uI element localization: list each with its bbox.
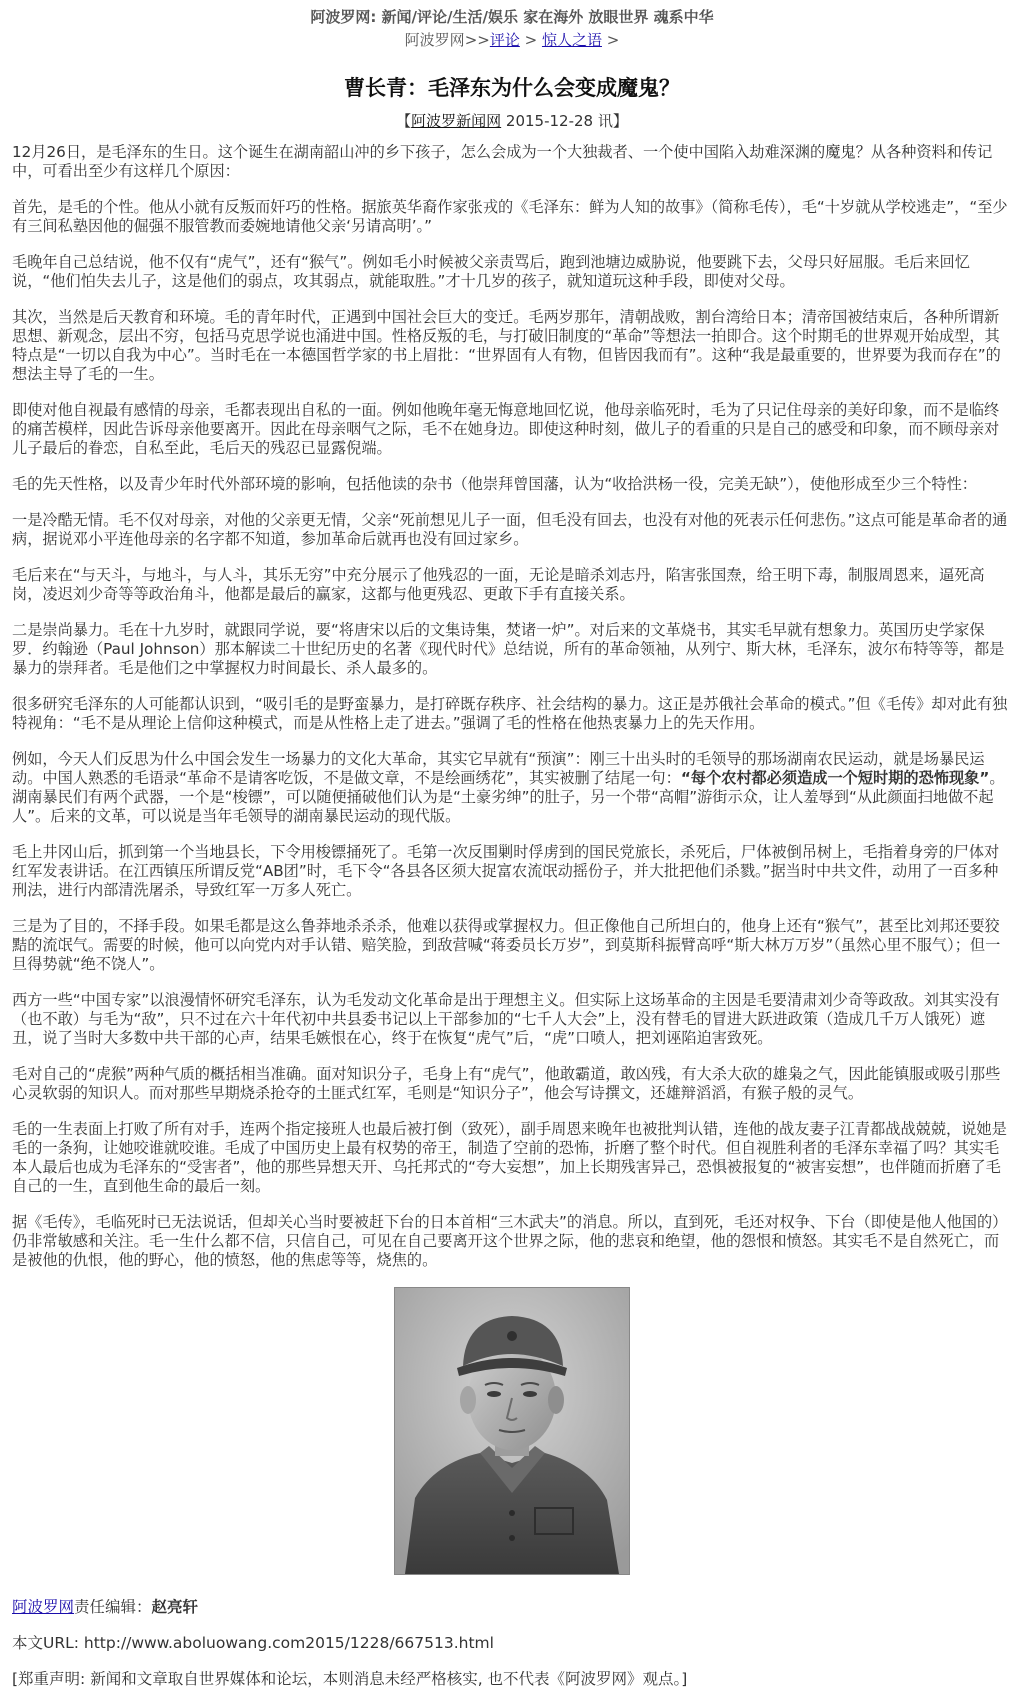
disclaimer: [郑重声明: 新闻和文章取自世界媒体和论坛，本则消息未经严格核实, 也不代表《阿波罗网》观点。]	[12, 1670, 688, 1688]
dateline-open: 【	[396, 112, 412, 130]
portrait-image	[395, 1288, 629, 1574]
source-link[interactable]: 阿波罗新闻网	[411, 112, 502, 130]
editor-line	[12, 1597, 1012, 1617]
article-footer	[12, 1597, 1012, 1689]
article-paragraph: 三是为了目的，不择手段。如果毛都是这么鲁莽地杀杀杀，他难以获得或掌握权力。但正像他自己所坦白的，他身上还有“猴气”，甚至比刘邦还要狡黠的流氓气。需要的时候，他可以向党内对手认错、赔笑脸，到敌营喊“蒋委员长万岁”，到莫斯科振臂高呼“斯大林万万岁”（虽然心里不服气）；但一旦得势就“绝不饶人”。	[12, 917, 1001, 973]
article-paragraph: 12月26日，是毛泽东的生日。这个诞生在湖南韶山冲的乡下孩子，怎么会成为一个大独裁者、一个使中国陷入劫难深渊的魔鬼？从各种资料和传记中，可看出至少有这样几个原因：	[12, 143, 993, 180]
article-paragraph: 很多研究毛泽东的人可能都认识到，“吸引毛的是野蛮暴力，是打碎既存秩序、社会结构的暴力。这正是苏俄社会革命的模式。”但《毛传》却对此有独特视角：“毛不是从理论上信仰这种模式，而是从性格上走了进去。”强调了毛的性格在他热衷暴力上的先天作用。	[12, 695, 1008, 732]
breadcrumb-section-link[interactable]: 评论	[489, 31, 520, 49]
article-title: 曹长青：毛泽东为什么会变成魔鬼？	[344, 76, 680, 100]
article-paragraph: 据《毛传》，毛临死时已无法说话，但却关心当时要被赶下台的日本首相“三木武夫”的消息。所以，直到死，毛还对权争、下台（即使是他人他国的）仍非常敏感和关注。毛一生什么都不信，只信自己，可见在自己要离开这个世界之际，他的悲哀和绝望，他的怨恨和愤怒。其实毛不是自然死亡，而是被他的仇恨，他的野心，他的愤怒，他的焦虑等等，烧焦的。	[12, 1213, 1008, 1269]
article-paragraph: 毛的一生表面上打败了所有对手，连两个指定接班人也最后被打倒（致死），副手周恩来晚年也被批判认错，连他的战友妻子江青都战战兢兢，说她是毛的一条狗，让她咬谁就咬谁。毛成了中国历史上最有权势的帝王，制造了空前的恐怖，折磨了整个时代。但自视胜利者的毛泽东幸福了吗？其实毛本人最后也成为毛泽东的“受害者”，他的那些异想天开、乌托邦式的“夸大妄想”，加上长期残害异己，恐惧被报复的“被害妄想”，也伴随而折磨了毛自己的一生，直到他生命的最后一刻。	[12, 1120, 1007, 1195]
article-paragraph: 毛的先天性格，以及青少年时代外部环境的影响，包括他读的杂书（他崇拜曾国藩，认为“收拾洪杨一役，完美无缺”），使他形成至少三个特性：	[12, 475, 977, 493]
article-paragraph: 毛对自己的“虎猴”两种气质的概括相当准确。面对知识分子，毛身上有“虎气”，他敢霸道，敢凶残，有大杀大砍的雄枭之气，因此能镇服或吸引那些心灵软弱的知识人。而对那些早期烧杀抢夺的土匪式红军，毛则是“知识分子”，他会写诗撰文，还雄辩滔滔，有猴子般的灵气。	[12, 1065, 1001, 1102]
paragraph-text: 例如，今天人们反思为什么中国会发生一场暴力的文化大革命，其实它早就有“预演”：刚三十出头时的毛领导的那场湖南农民运动，就是场暴民运动。中国人熟悉的毛语录“革命不是请客吃饭，不是做文章，不是绘画绣花”，其实被删了结尾一句：	[12, 750, 985, 787]
breadcrumb-sep: >	[519, 31, 542, 49]
breadcrumb-sep: >	[601, 31, 620, 49]
site-header: 阿波罗网: 新闻/评论/生活/娱乐 家在海外 放眼世界 魂系中华	[310, 8, 714, 26]
article-body	[12, 143, 1012, 1270]
article-url: 本文URL: http://www.aboluowang.com2015/1228/667513.html	[12, 1634, 494, 1652]
bold-quote: “每个农村都必须造成一个短时期的恐怖现象”	[680, 769, 990, 787]
article-paragraph: 其次，当然是后天教育和环境。毛的青年时代，正遇到中国社会巨大的变迁。毛两岁那年，清朝战败，割台湾给日本；清帝国被结束后，各种所谓新思想、新观念，层出不穷，包括马克思学说也涌进中国。性格反叛的毛，与打破旧制度的“革命”等想法一拍即合。这个时期毛的世界观开始成型，其特点是“一切以自我为中心”。当时毛在一本德国哲学家的书上眉批：“世界固有人有物，但皆因我而有”。这种“我是最重要的，世界要为我而存在”的想法主导了毛的一生。	[12, 308, 1001, 383]
editor-site-link[interactable]: 阿波罗网	[12, 1598, 75, 1616]
article-paragraph: 首先，是毛的个性。他从小就有反叛而奸巧的性格。据旅英华裔作家张戎的《毛泽东：鲜为人知的故事》（简称毛传），毛“十岁就从学校逃走”，“至少有三间私塾因他的倔强不服管教而委婉地请他父亲‘另请高明’。”	[12, 198, 1008, 235]
article-paragraph: 毛后来在“与天斗，与地斗，与人斗，其乐无穷”中充分展示了他残忍的一面，无论是暗杀刘志丹，陷害张国焘，给王明下毒，制服周恩来，逼死高岗，凌迟刘少奇等等政治角斗，他都是最后的赢家，这都与他更残忍、更敢下手有直接关系。	[12, 566, 985, 603]
article-date: 2015-12-28 讯】	[501, 112, 628, 130]
breadcrumb-sep: >>	[464, 31, 490, 49]
breadcrumb	[12, 28, 1012, 52]
breadcrumb-home[interactable]: 阿波罗网	[404, 31, 465, 49]
article-photo	[394, 1287, 630, 1575]
article-paragraph-with-bold	[12, 750, 1012, 826]
article-paragraph: 毛晚年自己总结说，他不仅有“虎气”，还有“猴气”。例如毛小时候被父亲责骂后，跑到池塘边威胁说，他要跳下去，父母只好屈服。毛后来回忆说，“他们怕失去儿子，这是他们的弱点，攻其弱点，就能取胜。”才十几岁的孩子，就知道玩这种手段，即使对父母。	[12, 253, 970, 290]
article-paragraph: 毛上井冈山后，抓到第一个当地县长，下令用梭镖捅死了。毛第一次反围剿时俘虏到的国民党旅长，杀死后，尸体被倒吊树上，毛指着身旁的尸体对红军发表讲话。在江西镇压所谓反党“AB团”时，毛下令“各县各区须大捉富农流氓动摇份子，并大批把他们杀戮。”据当时中共文件，动用了一百多种刑法，进行内部清洗屠杀，导致红军一万多人死亡。	[12, 843, 1000, 899]
editor-label: 责任编辑：	[74, 1598, 152, 1616]
editor-name: 赵亮轩	[151, 1598, 199, 1616]
article-paragraph: 西方一些“中国专家”以浪漫情怀研究毛泽东，认为毛发动文化革命是出于理想主义。但实际上这场革命的主因是毛要清肃刘少奇等政敌。刘其实没有（也不敢）与毛为“敌”，只不过在六十年代初中共县委书记以上干部参加的“七千人大会”上，没有替毛的冒进大跃进政策（造成几千万人饿死）遮丑，说了当时大多数中共干部的心声，结果毛嫉恨在心，终于在恢复“虎气”后，“虎”口喷人，把刘诬陷迫害致死。	[12, 991, 1000, 1047]
breadcrumb-subsection-link[interactable]: 惊人之语	[541, 31, 602, 49]
article-dateline	[12, 110, 1012, 132]
article-paragraph: 即使对他自视最有感情的母亲，毛都表现出自私的一面。例如他晚年毫无悔意地回忆说，他母亲临死时，毛为了只记住母亲的美好印象，而不是临终的痛苦模样，因此告诉母亲他要离开。因此在母亲咽气之际，毛不在她身边。即使这种时刻，做儿子的看重的只是自己的感受和印象，而不顾母亲对儿子最后的眷恋，自私至此，毛后天的残忍已显露倪端。	[12, 401, 1000, 457]
article-paragraph: 二是崇尚暴力。毛在十九岁时，就跟同学说，要“将唐宋以后的文集诗集，焚诸一炉”。对后来的文革烧书，其实毛早就有想象力。英国历史学家保罗．约翰逊（Paul Johnson）那本解读二十世纪历史的名著《现代时代》总结说，所有的革命领袖，从列宁、斯大林，毛泽东，波尔布特等等，都是暴力的崇拜者。毛是他们之中掌握权力时间最长、杀人最多的。	[12, 621, 1005, 677]
photo-container	[12, 1287, 1012, 1579]
paragraph-text: 。湖南暴民们有两个武器，一个是“梭镖”，可以随便捅破他们认为是“土豪劣绅”的肚子，另一个带“高帽”游街示众，让人羞辱到“从此颜面扫地做不起人”。后来的文革，可以说是当年毛领导的湖南暴民运动的现代版。	[12, 769, 1005, 825]
article-paragraph: 一是冷酷无情。毛不仅对母亲，对他的父亲更无情，父亲“死前想见儿子一面，但毛没有回去，也没有对他的死表示任何悲伤。”这点可能是革命者的通病，据说邓小平连他母亲的名字都不知道，参加革命后就再也没有回过家乡。	[12, 511, 1008, 548]
